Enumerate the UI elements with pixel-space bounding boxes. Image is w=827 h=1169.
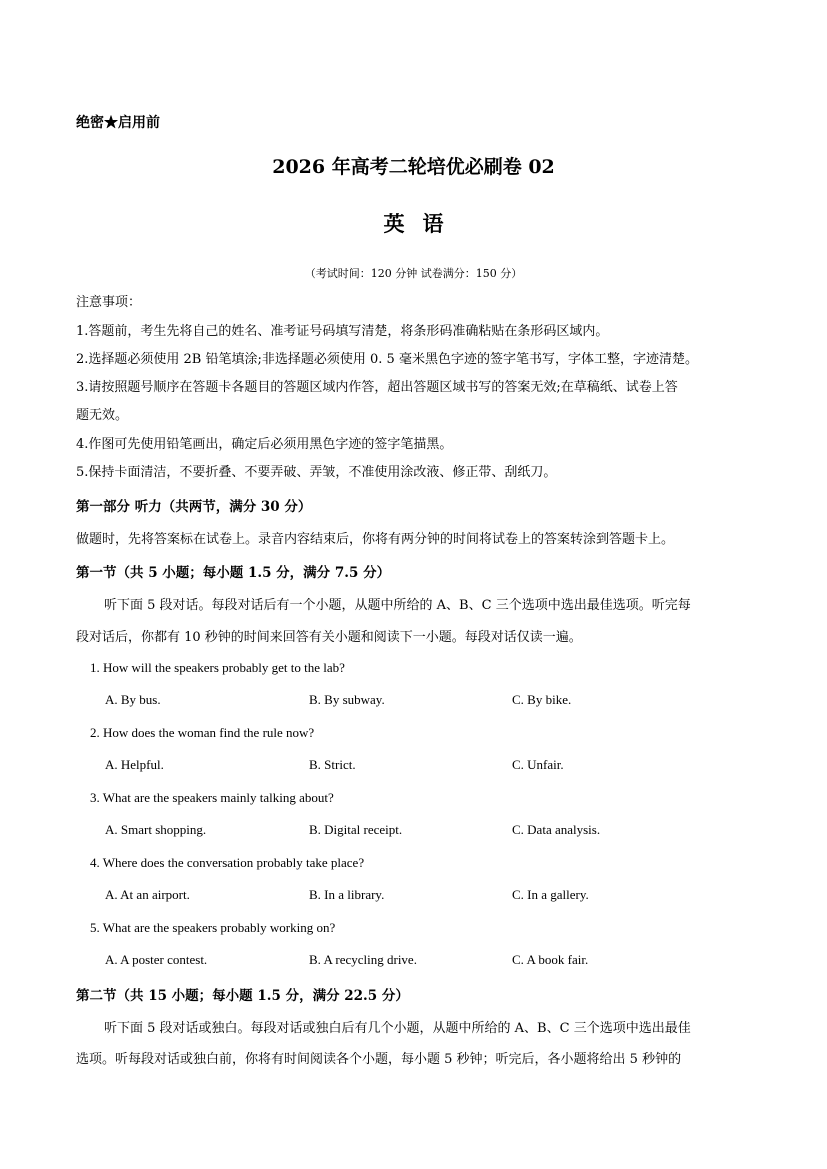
exam-info: （考试时间：120 分钟 试卷满分：150 分） bbox=[304, 267, 523, 280]
section1-instruction-line: 段对话后，你都有 10 秒钟的时间来回答有关小题和阅读下一小题。每段对话仅读一遍。 bbox=[76, 630, 582, 645]
section2-heading: 第二节（共 15 小题；每小题 1.5 分，满分 22.5 分） bbox=[76, 988, 409, 1004]
note-item: 2.选择题必须使用 2B 铅笔填涂;非选择题必须使用 0. 5 毫米黑色字迹的签字笔书写，字体工整，字迹清楚。 bbox=[76, 352, 698, 367]
option-a: A. At an airport. bbox=[105, 887, 190, 902]
note-item: 3.请按照题号顺序在答题卡各题目的答题区域内作答，超出答题区域书写的答案无效;在草稿纸、试卷上答 bbox=[76, 380, 678, 395]
option-b: B. Digital receipt. bbox=[309, 822, 403, 837]
note-item: 题无效。 bbox=[76, 408, 129, 423]
question-stem: 4. Where does the conversation probably take place? bbox=[90, 855, 365, 870]
section2-instruction-line: 选项。听每段对话或独白前，你将有时间阅读各个小题，每小题 5 秒钟；听完后，各小题将给出 5 秒钟的 bbox=[76, 1052, 682, 1067]
section2-instruction-line: 听下面 5 段对话或独白。每段对话或独白后有几个小题，从题中所给的 A、B、C 三个选项中选出最佳 bbox=[104, 1021, 691, 1036]
option-b: B. A recycling drive. bbox=[309, 952, 417, 967]
option-a: A. A poster contest. bbox=[105, 952, 208, 967]
option-c: C. A book fair. bbox=[512, 952, 589, 967]
question-stem: 5. What are the speakers probably working on? bbox=[90, 920, 336, 935]
note-item: 5.保持卡面清洁，不要折叠、不要弄破、弄皱，不准使用涂改液、修正带、刮纸刀。 bbox=[76, 465, 557, 480]
exam-title: 2026 年高考二轮培优必刷卷 02 bbox=[272, 156, 555, 178]
notes-heading: 注意事项： bbox=[76, 295, 142, 310]
question-stem: 2. How does the woman find the rule now? bbox=[90, 725, 315, 740]
part1-instruction: 做题时，先将答案标在试卷上。录音内容结束后，你将有两分钟的时间将试卷上的答案转涂到答题卡上。 bbox=[76, 532, 675, 547]
option-b: B. Strict. bbox=[309, 757, 356, 772]
question-stem: 1. How will the speakers probably get to the lab? bbox=[90, 660, 345, 675]
option-c: C. Unfair. bbox=[512, 757, 564, 772]
option-a: A. Helpful. bbox=[105, 757, 164, 772]
option-a: A. By bus. bbox=[105, 692, 161, 707]
option-a: A. Smart shopping. bbox=[105, 822, 207, 837]
section1-instruction-line: 听下面 5 段对话。每段对话后有一个小题，从题中所给的 A、B、C 三个选项中选出最佳选项。听完每 bbox=[104, 598, 691, 613]
note-item: 4.作图可先使用铅笔画出，确定后必须用黑色字迹的签字笔描黑。 bbox=[76, 437, 453, 452]
option-b: B. In a library. bbox=[309, 887, 385, 902]
subject-title: 英语 bbox=[383, 211, 462, 236]
option-c: C. By bike. bbox=[512, 692, 572, 707]
question-stem: 3. What are the speakers mainly talking about? bbox=[90, 790, 334, 805]
note-item: 1.答题前，考生先将自己的姓名、准考证号码填写清楚，将条形码准确粘贴在条形码区域内。 bbox=[76, 324, 609, 339]
option-c: C. Data analysis. bbox=[512, 822, 601, 837]
part1-heading: 第一部分 听力（共两节，满分 30 分） bbox=[76, 499, 312, 515]
option-c: C. In a gallery. bbox=[512, 887, 589, 902]
confidential-label: 绝密★启用前 bbox=[76, 115, 160, 131]
option-b: B. By subway. bbox=[309, 692, 385, 707]
section1-heading: 第一节（共 5 小题；每小题 1.5 分，满分 7.5 分） bbox=[76, 565, 391, 581]
